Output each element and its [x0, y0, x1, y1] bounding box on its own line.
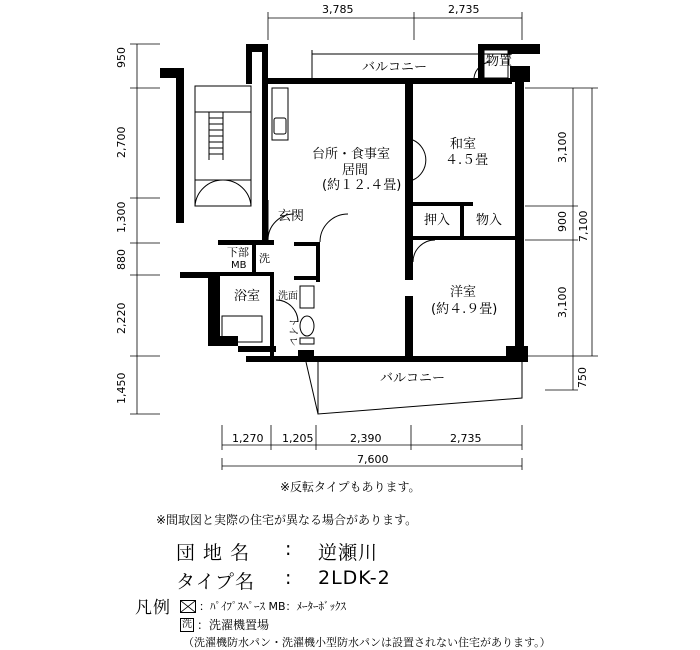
bath-label: 浴室 [234, 289, 261, 304]
genkan-label: 玄関 [278, 209, 305, 224]
type-colon: : [285, 567, 293, 589]
washer-note: （洗濯機防水パン・洗濯機小型防水パンは設置されない住宅があります。） [183, 636, 551, 649]
washitsu-label-2: ４.５畳 [445, 153, 489, 168]
right-total: 7,100 [577, 210, 590, 242]
top-dim-2: 2,735 [448, 3, 480, 16]
oshiire-label: 押入 [424, 213, 451, 228]
danchi-colon: : [285, 538, 293, 560]
pipe-space-text: ：ﾊﾟｲﾌﾟｽﾍﾟｰｽ MB：ﾒｰﾀｰﾎﾞｯｸｽ [199, 600, 347, 613]
left-dimension-line [130, 44, 160, 414]
danchi-name-value: 逆瀬川 [318, 542, 379, 564]
bottom-dim-3: 2,390 [350, 432, 382, 445]
toilet-label: トイレ [287, 317, 298, 347]
disclaimer-note: ※間取図と実際の住宅が異なる場合があります。 [156, 513, 418, 527]
youshitsu-label-2: (約４.９畳) [431, 302, 498, 317]
sen-label: 洗 [259, 252, 270, 265]
left-dim-3: 1,300 [115, 201, 128, 233]
washroom-label: 洗面 [278, 291, 298, 302]
pipe-space-icon [180, 600, 196, 613]
stairwell [195, 86, 251, 206]
bottom-total: 7,600 [357, 453, 389, 466]
washer-space-icon: 洗 [182, 618, 192, 630]
storage-label: 物置 [486, 54, 513, 69]
type-name-value: 2LDK-2 [318, 567, 391, 589]
legend-washer-space [180, 616, 269, 633]
bottom-dim-1: 1,270 [232, 432, 264, 445]
bottom-dim-4: 2,735 [450, 432, 482, 445]
right-dim-3: 3,100 [556, 286, 569, 318]
ldk-label-1: 台所・食事室 [312, 147, 391, 162]
right-dim-2: 900 [556, 211, 569, 232]
washitsu-label-1: 和室 [450, 137, 477, 152]
ldk-label-2: 居間 [342, 163, 369, 178]
mb-label: MB [231, 260, 247, 271]
type-name-label: タイプ名 [176, 571, 256, 593]
right-dim-4: 750 [576, 367, 589, 388]
reverse-type-note: ※反転タイプもあります。 [280, 480, 421, 494]
washer-space-text: ：洗濯機置場 [197, 618, 270, 632]
youshitsu-label-1: 洋室 [450, 285, 477, 300]
ldk-label-3: (約１２.４畳) [322, 178, 402, 193]
top-dimension-line [268, 12, 522, 40]
legend-pipe-space [180, 598, 346, 614]
left-dim-1: 950 [115, 47, 128, 68]
monoire-label: 物入 [476, 213, 503, 228]
left-dim-4: 880 [115, 249, 128, 270]
top-dim-1: 3,785 [322, 3, 354, 16]
legend-title: 凡例 [135, 598, 171, 618]
left-dim-2: 2,700 [115, 126, 128, 158]
left-dim-5: 2,220 [115, 302, 128, 334]
right-dim-1: 3,100 [556, 131, 569, 163]
geta-label: 下部 [227, 246, 249, 259]
left-dim-6: 1,450 [115, 372, 128, 404]
balcony-top-label: バルコニー [362, 60, 428, 75]
bottom-dim-2: 1,205 [282, 432, 314, 445]
balcony-bottom-label: バルコニー [380, 371, 446, 386]
danchi-name-label: 団 地 名 [176, 542, 251, 564]
